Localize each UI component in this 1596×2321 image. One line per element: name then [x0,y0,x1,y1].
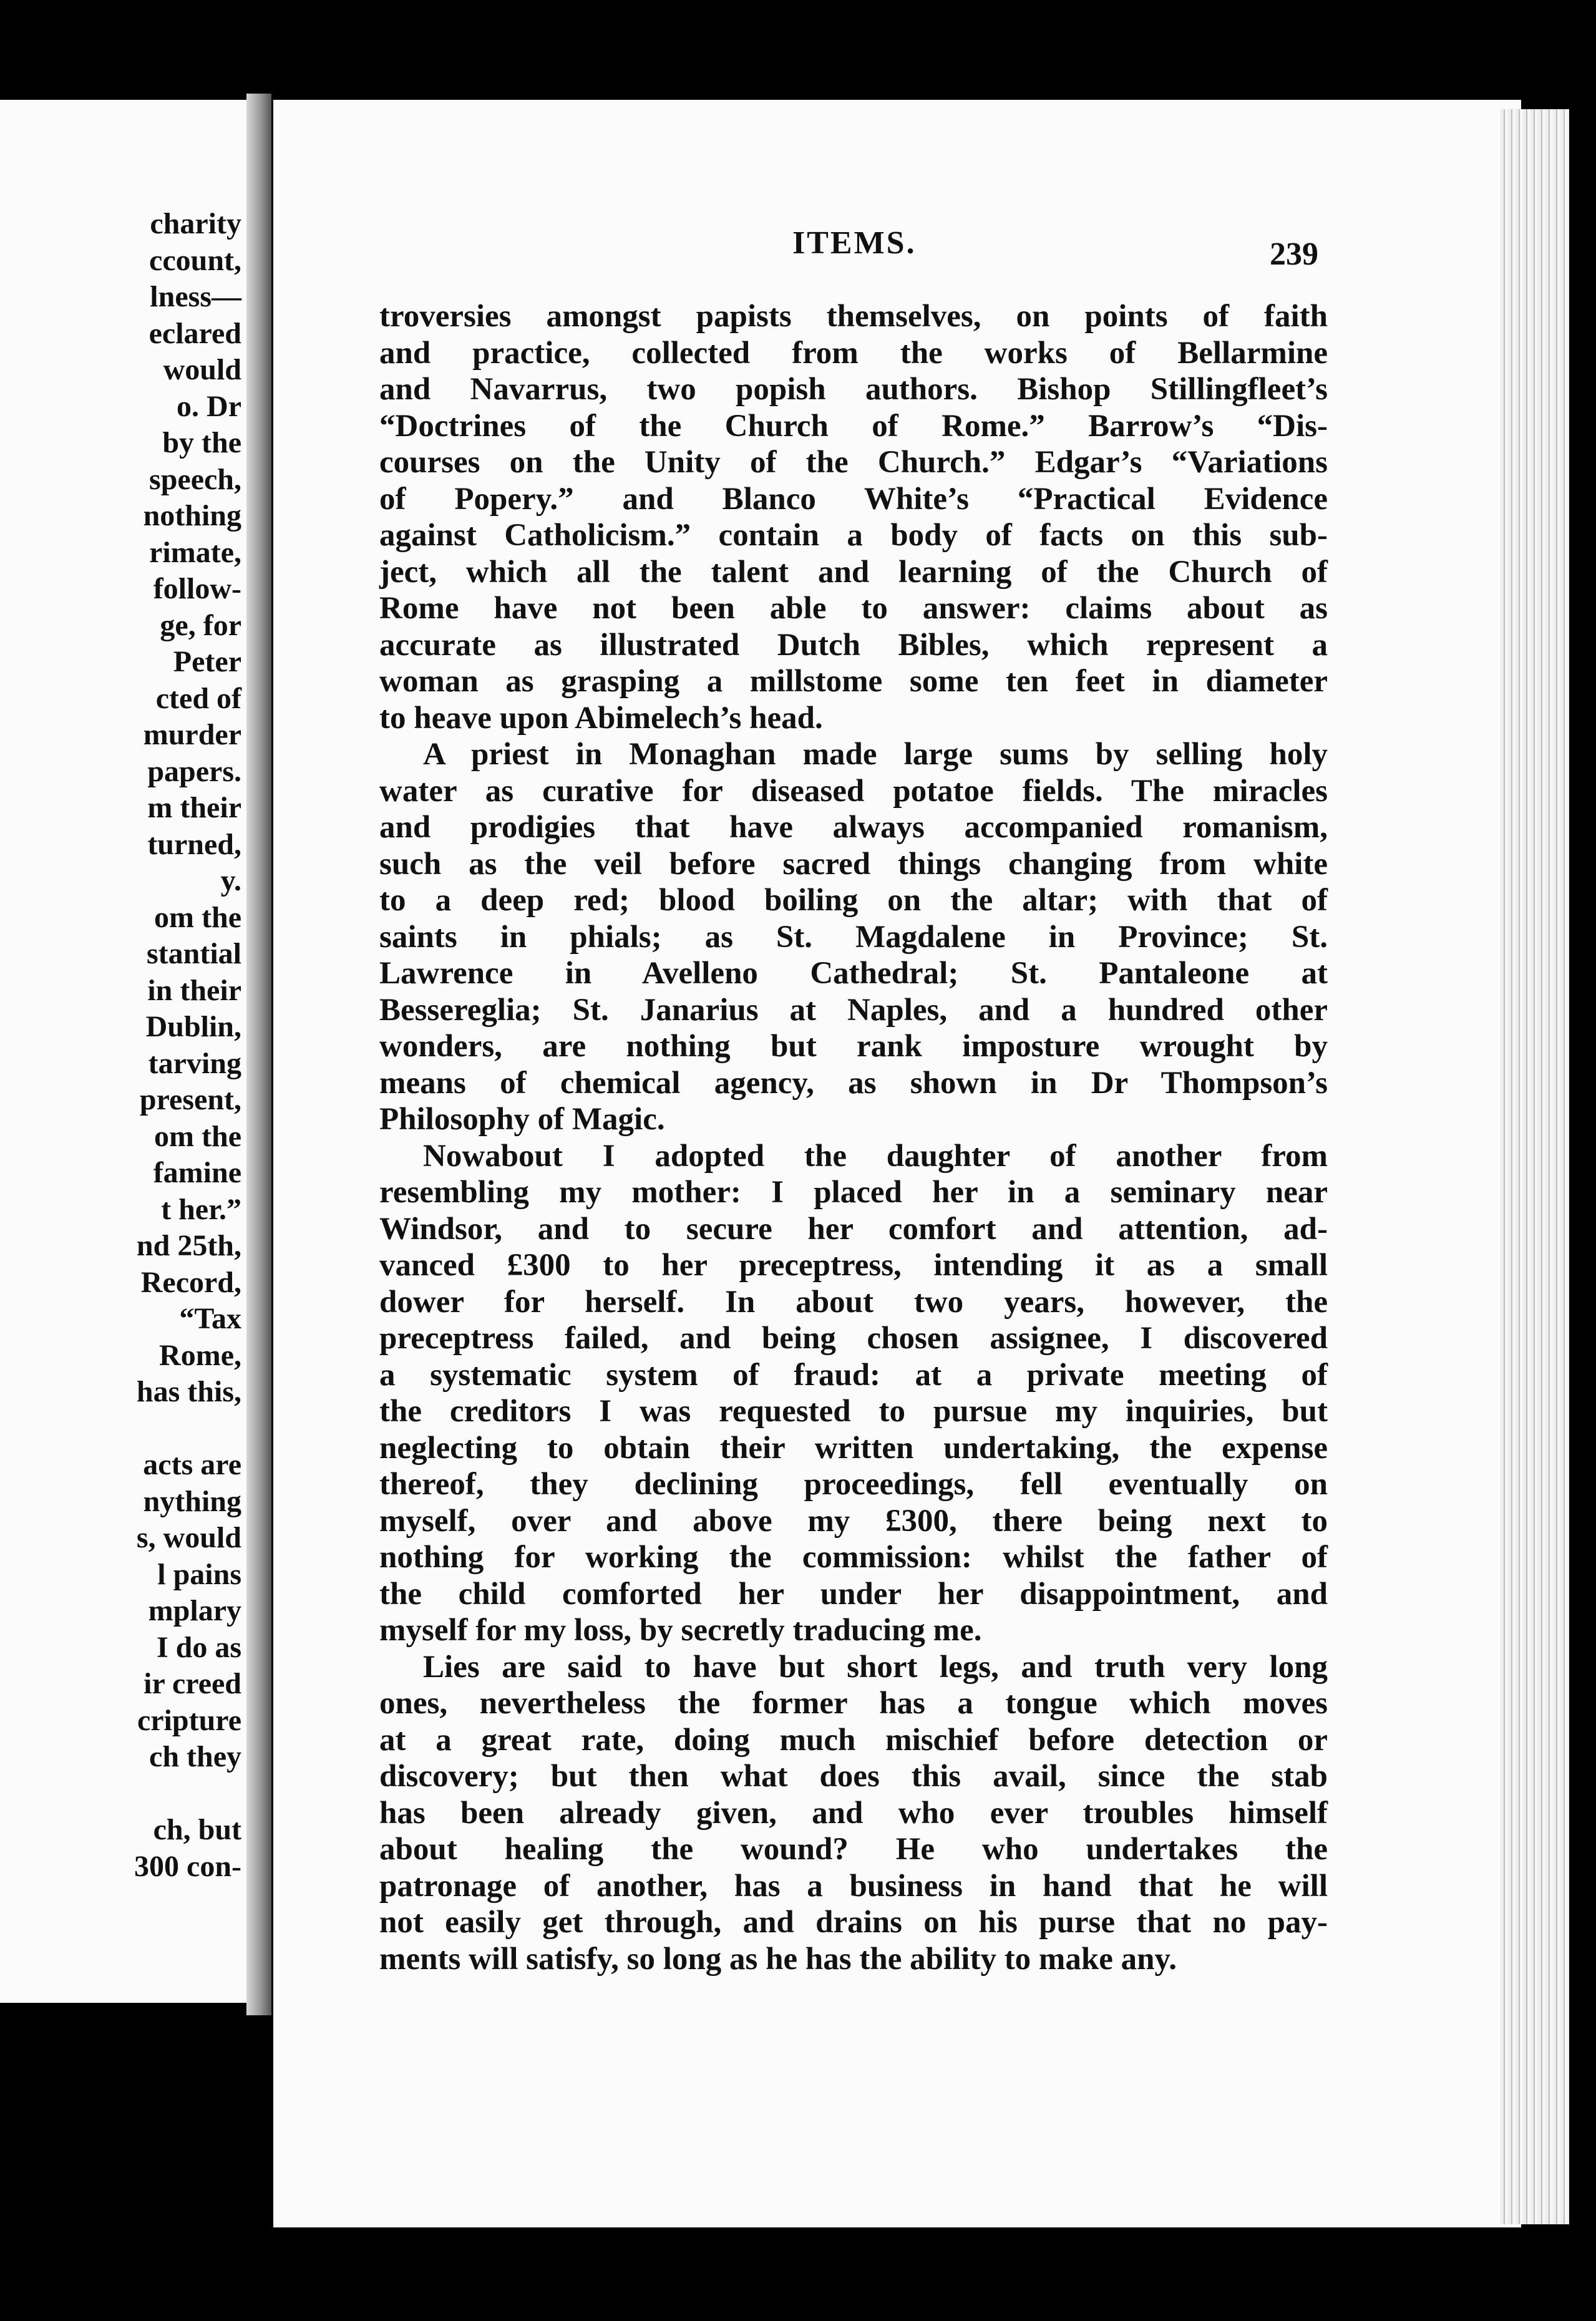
left-page-line: nything [143,1484,241,1518]
text-line: ments will satisfy, so long as he has the ability to make any. [379,1941,1177,1977]
text-line: Lies are said to have but short legs, and truth very long [423,1649,1328,1685]
text-line: wonders, are nothing but rank imposture wrought by [379,1029,1328,1064]
text-line: resembling my mother: I placed her in a seminary near [379,1175,1328,1210]
left-page-line: turned, [147,827,241,861]
text-line: patronage of another, has a business in hand that he will [379,1868,1328,1904]
text-line: myself for my loss, by secretly traducing me. [379,1613,982,1648]
text-line: myself, over and above my £300, there being next to [379,1503,1328,1539]
left-page-line: speech, [149,462,241,496]
left-page-line: papers. [147,754,241,788]
text-line: at a great rate, doing much mischief before detection or [379,1722,1328,1758]
text-line: dower for herself. In about two years, however, the [379,1284,1328,1320]
left-page-line: Rome, [159,1338,241,1372]
text-line: has been already given, and who ever troubles himself [379,1795,1328,1831]
text-line: troversies amongst papists themselves, on points of faith [379,299,1328,334]
left-page-line: 300 con- [134,1849,241,1883]
text-line: water as curative for diseased potatoe fields. The miracles [379,773,1328,809]
left-page-line: l pains [157,1557,241,1591]
text-line: Windsor, and to secure her comfort and attention, ad- [379,1211,1328,1247]
text-line: neglecting to obtain their written undertaking, the expense [379,1430,1328,1466]
text-line: Rome have not been able to answer: claims about as [379,591,1328,626]
left-page-line: om the [154,1119,241,1153]
paragraph [379,1649,1328,1978]
left-page-line: Record, [140,1265,241,1299]
running-head: ITEMS. [792,225,917,261]
left-page-line: ch, but [153,1813,241,1846]
text-line: Nowabout I adopted the daughter of another from [423,1138,1328,1174]
left-page-line: m their [147,791,241,824]
text-line: to a deep red; blood boiling on the altar; with that of [379,883,1328,918]
left-page-line: present, [139,1083,241,1116]
left-page-line: Dublin, [145,1010,241,1043]
text-line: means of chemical agency, as shown in Dr Thompson’s [379,1065,1328,1101]
left-page-line: s, would [136,1521,241,1554]
text-line: to heave upon Abimelech’s head. [379,700,823,736]
left-page-line: murder [143,718,241,751]
text-line: the child comforted her under her disappointment, and [379,1576,1328,1612]
left-page-line: ir creed [144,1667,241,1700]
left-page-line: “Tax [179,1302,241,1335]
text-line: Lawrence in Avelleno Cathedral; St. Pantaleone at [379,956,1328,991]
text-line: the creditors I was requested to pursue my inquiries, but [379,1394,1328,1429]
left-page-line: charity [150,207,241,240]
text-line: against Catholicism.” contain a body of facts on this sub- [379,518,1328,553]
text-line: ones, nevertheless the former has a tongue which moves [379,1686,1328,1721]
text-line: Philosophy of Magic. [379,1102,665,1137]
text-line: of Popery.” and Blanco White’s “Practical Evidence [379,481,1328,517]
left-page-line: Peter [173,645,241,678]
left-page-line: o. Dr [177,389,241,423]
left-page-line: cted of [155,681,241,715]
text-line: vanced £300 to her preceptress, intending it as a small [379,1248,1328,1283]
text-line: about healing the wound? He who undertakes the [379,1832,1328,1867]
page-edges [1501,109,1569,2224]
text-line: a systematic system of fraud: at a private meeting of [379,1357,1328,1393]
paragraph [379,298,1328,736]
left-page-line: ch they [149,1740,241,1773]
text-line: such as the veil before sacred things changing from white [379,846,1328,882]
text-line: thereof, they declining proceedings, fell eventually on [379,1467,1328,1502]
left-page-line: ccount, [149,243,241,277]
text-line: and prodigies that have always accompanied romanism, [379,810,1328,845]
text-line: courses on the Unity of the Church.” Edgar’s “Variations [379,445,1328,480]
left-page-line: cripture [137,1703,241,1737]
left-page-line: eclared [148,316,241,350]
text-line: saints in phials; as St. Magdalene in Province; St. [379,919,1328,955]
left-page-line: mplary [148,1594,241,1627]
text-line: accurate as illustrated Dutch Bibles, which represent a [379,627,1328,663]
left-page-line: y. [220,864,241,897]
book-gutter [246,94,271,2015]
left-page-line: follow- [153,572,241,605]
left-page-line [0,1411,246,1448]
left-page-line: has this, [136,1375,241,1408]
left-page-line: I do as [156,1630,241,1664]
text-line: woman as grasping a millstome some ten feet in diameter [379,664,1328,699]
left-page-line: would [163,353,241,386]
text-line: “Doctrines of the Church of Rome.” Barrow’s “Dis- [379,408,1328,444]
text-line: preceptress failed, and being chosen assignee, I discovered [379,1321,1328,1356]
left-page-line: nd 25th, [136,1229,241,1262]
left-page-line: acts are [143,1448,241,1481]
paragraph [379,736,1328,1138]
text-line: and Navarrus, two popish authors. Bishop Stillingfleet’s [379,372,1328,407]
body-text [379,298,1328,1977]
left-page-line: om the [154,900,241,934]
left-page-line: by the [162,426,241,459]
paragraph [379,1138,1328,1649]
text-line: nothing for working the commission: whilst the father of [379,1540,1328,1575]
left-page-line: lness— [150,280,241,313]
left-page-line: stantial [146,937,241,970]
left-page-line: t her.” [161,1192,241,1226]
left-page-line: famine [153,1156,241,1189]
left-page-line [0,1776,246,1813]
text-line: ject, which all the talent and learning of the Church of [379,554,1328,590]
left-page-line: tarving [148,1046,241,1080]
left-page-line: rimate, [149,535,241,569]
text-line: not easily get through, and drains on his purse that no pay- [379,1905,1328,1940]
left-page-line: in their [147,973,241,1007]
left-page-line: ge, for [160,608,241,642]
text-line: A priest in Monaghan made large sums by selling holy [423,737,1328,772]
text-line: discovery; but then what does this avail, since the stab [379,1759,1328,1794]
text-line: and practice, collected from the works of Bellarmine [379,335,1328,371]
text-line: Bessereglia; St. Janarius at Naples, and a hundred other [379,992,1328,1028]
left-page-text [0,206,246,1885]
left-page-line: nothing [143,499,241,532]
page-number: 239 [1270,236,1318,272]
